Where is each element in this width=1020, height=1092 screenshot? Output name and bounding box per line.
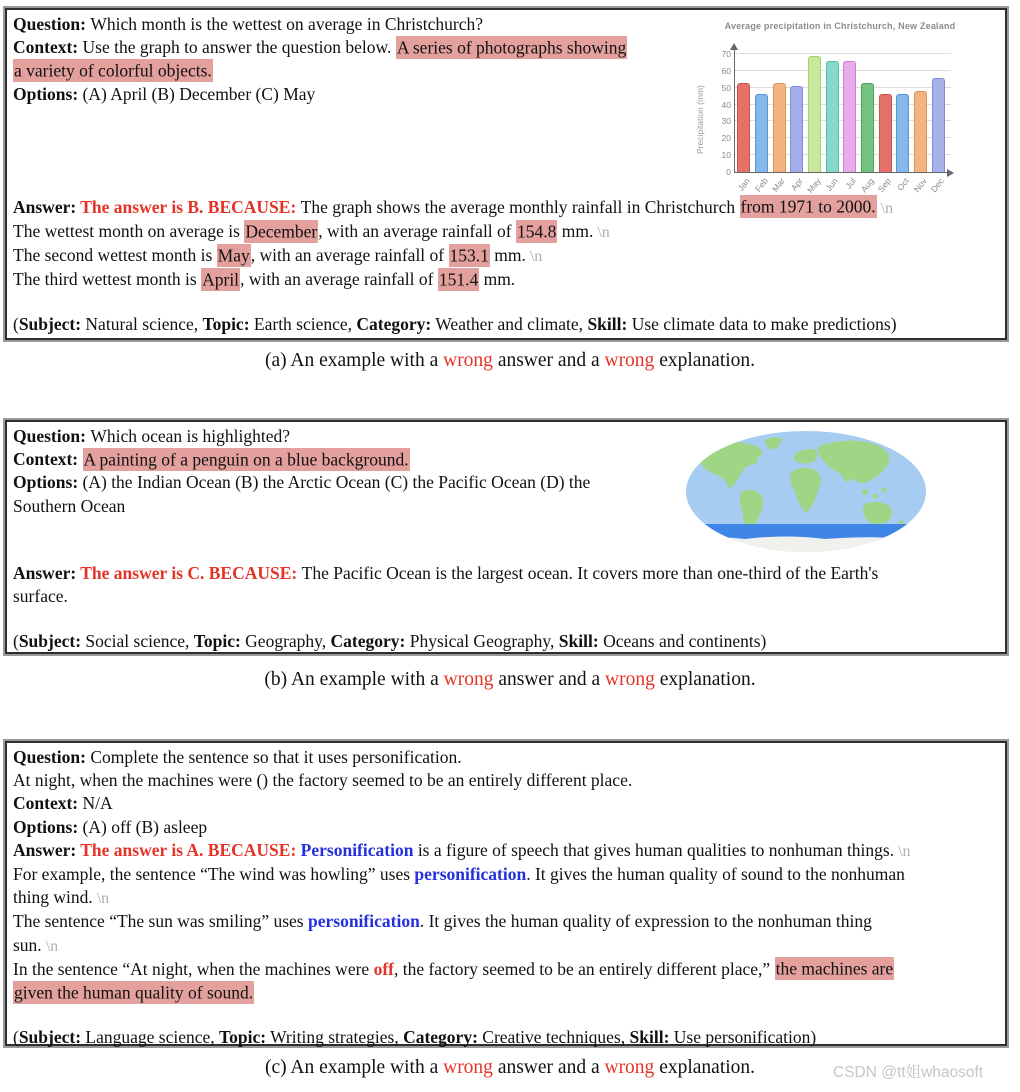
text-segment: the machines are (775, 958, 894, 979)
text-segment: (A) off (B) asleep (82, 816, 208, 837)
text-line (13, 816, 997, 839)
text-segment: 154.8 (517, 221, 557, 242)
text-segment: given the human quality of sound. (14, 982, 254, 1003)
text-segment: Use personification) (669, 1027, 817, 1048)
text-segment: \n (529, 248, 543, 266)
text-segment: Options: (13, 472, 83, 493)
bar-jan (737, 83, 750, 172)
text-segment: A series of photographs showing (396, 37, 627, 58)
text-line (13, 981, 997, 1004)
text-segment: Writing strategies, (266, 1027, 404, 1048)
text-segment: Options: (13, 816, 83, 837)
text-line (13, 863, 997, 886)
text-segment: wrong (443, 669, 494, 690)
y-tick-label: 0 (726, 167, 731, 177)
spacer (13, 106, 23, 196)
chart-title: Average precipitation in Christchurch, New Zealand (724, 21, 956, 31)
text-segment: explanation. (654, 1057, 756, 1078)
y-tick-label: 10 (721, 150, 731, 161)
text-segment: Complete the sentence so that it uses personification. (90, 747, 462, 767)
text-segment: Subject: (18, 631, 82, 652)
text-segment: wrong (604, 350, 655, 371)
text-segment: A painting of a penguin on a blue background. (83, 449, 409, 470)
text-line (13, 769, 997, 792)
text-segment: 153.1 (449, 245, 489, 266)
text-segment: Social science, (81, 631, 194, 652)
example-box-a (5, 8, 1007, 340)
text-segment: Category: (403, 1027, 478, 1048)
text-segment: (A) April (B) December (C) May (82, 83, 316, 104)
text-segment: The third wettest month is (13, 269, 202, 290)
text-segment: Answer: (13, 196, 81, 217)
text-segment: mm. (489, 245, 526, 266)
text-segment: answer and a (493, 669, 606, 690)
text-segment: In the sentence “At night, when the machines were (13, 958, 374, 979)
text-line (13, 630, 997, 653)
text-segment: Skill: (629, 1027, 670, 1048)
bar-jul (843, 61, 856, 172)
x-tick-label: Nov (911, 176, 929, 195)
precipitation-bar-chart (687, 12, 993, 194)
text-segment: off (373, 958, 394, 979)
text-segment: , with an average rainfall of (250, 245, 449, 266)
text-segment: Natural science, (81, 313, 203, 334)
text-segment: Context: (13, 449, 83, 470)
world-map-image (685, 430, 927, 553)
text-segment: The answer is C. BECAUSE: (80, 562, 302, 583)
text-segment: The Pacific Ocean is the largest ocean. It covers more than one-third of the Earth's (301, 562, 879, 583)
text-line (13, 792, 997, 815)
chart-plot (721, 49, 947, 195)
spacer (13, 1004, 23, 1026)
text-segment: Weather and climate, (431, 313, 588, 334)
text-segment: Answer: (13, 839, 81, 860)
x-tick-label: Jun (823, 176, 841, 193)
text-segment: , with an average rainfall of (318, 221, 516, 242)
text-segment: Subject: (18, 313, 82, 334)
y-tick-label: 20 (721, 133, 731, 144)
text-segment: \n (45, 937, 59, 955)
text-segment: Which month is the wettest on average in Christchurch? (90, 14, 483, 34)
text-segment: (b) An example with a (264, 669, 444, 690)
text-line (13, 934, 997, 958)
bar-oct (896, 94, 909, 172)
text-segment: The graph shows the average monthly rainfall in Christchurch (300, 196, 740, 217)
x-tick-label: Mar (770, 176, 788, 194)
text-segment: \n (96, 890, 110, 908)
bar-sep (879, 94, 892, 172)
text-segment: wrong (443, 1057, 493, 1078)
x-tick-label: Feb (752, 176, 770, 194)
text-segment: Question: (13, 426, 91, 446)
text-segment: The answer is B. BECAUSE: (80, 196, 301, 217)
text-segment: Topic: (202, 313, 250, 334)
text-segment: mm. (557, 221, 594, 242)
text-segment: from 1971 to 2000. (740, 196, 876, 217)
text-segment: wrong (605, 669, 655, 690)
text-segment: Skill: (558, 631, 599, 652)
text-segment: N/A (82, 793, 113, 814)
text-line (13, 746, 997, 769)
text-line (13, 244, 997, 268)
text-line (13, 839, 997, 863)
x-tick-label: Apr (788, 176, 805, 193)
csdn-watermark: CSDN @tt姐whaosoft (833, 1064, 984, 1081)
caption-b (0, 669, 1020, 691)
text-segment: answer and a (492, 350, 605, 371)
text-segment: . It gives the human quality of expression to the nonhuman thing (419, 911, 872, 932)
text-segment: The second wettest month is (13, 245, 217, 266)
text-segment: Personification (300, 839, 414, 860)
text-segment: Language science, (81, 1027, 220, 1048)
text-segment: surface. (13, 586, 68, 607)
text-segment: ( (13, 1027, 19, 1048)
text-segment: answer and a (492, 1057, 605, 1078)
y-tick-label: 60 (721, 65, 731, 76)
text-segment: , with an average rainfall of (240, 269, 438, 290)
text-segment: is a figure of speech that gives human qualities to nonhuman things. (413, 839, 895, 860)
gridline (735, 53, 951, 54)
text-segment: Which ocean is highlighted? (90, 426, 291, 446)
text-segment: wrong (443, 350, 493, 371)
text-segment: sun. (13, 934, 42, 955)
x-tick-label: Oct (894, 176, 911, 193)
bar-jun (826, 61, 839, 172)
spacer (13, 518, 23, 562)
text-segment: Oceans and continents) (598, 631, 767, 652)
text-segment: \n (597, 224, 610, 242)
map-island-1 (862, 489, 868, 495)
text-segment: , the factory seemed to be an entirely different place,” (393, 958, 775, 979)
text-segment: April (202, 269, 240, 290)
x-tick-label: Jul (843, 176, 858, 191)
text-segment: Use climate data to make predictions) (627, 313, 897, 334)
text-segment: wrong (604, 1057, 655, 1078)
example-box-b (5, 420, 1007, 654)
x-tick-label: Dec (928, 176, 947, 195)
text-line (13, 220, 997, 244)
map-island-2 (873, 494, 878, 499)
text-segment: (c) An example with a (264, 1057, 444, 1078)
text-segment: At night, when the machines were () the factory seemed to be an entirely different place. (13, 770, 633, 791)
text-segment: Options: (13, 83, 83, 104)
map-island-3 (882, 488, 887, 493)
text-segment: Skill: (587, 313, 628, 334)
text-line (13, 313, 997, 336)
text-segment: personification (414, 864, 527, 885)
text-segment: May (217, 245, 250, 266)
text-segment: The wettest month on average is (13, 221, 245, 242)
text-segment: Physical Geography, (405, 631, 559, 652)
text-line (13, 958, 997, 981)
bar-dec (932, 78, 945, 172)
y-tick-label: 40 (721, 99, 731, 110)
text-segment: ( (13, 313, 19, 334)
bar-nov (914, 91, 927, 172)
text-segment: For example, the sentence “The wind was howling” uses (13, 864, 415, 885)
text-segment: Geography, (240, 631, 331, 652)
text-segment: Use the graph to answer the question below. (82, 37, 396, 58)
text-segment: explanation. (654, 350, 756, 371)
y-tick-label: 70 (721, 49, 731, 59)
example-c-text (13, 746, 997, 1049)
spacer (13, 608, 23, 630)
text-segment: The sentence “The sun was smiling” uses (13, 911, 308, 932)
text-segment: The answer is A. BECAUSE: (80, 839, 301, 860)
text-segment: personification (308, 911, 420, 932)
text-segment: Earth science, (249, 313, 357, 334)
bar-mar (773, 83, 786, 172)
text-segment: . It gives the human quality of sound to the nonhuman (526, 864, 905, 885)
x-tick-label: Jan (735, 176, 752, 193)
example-box-c (5, 741, 1007, 1046)
text-segment: Context: (13, 793, 83, 814)
text-segment: Topic: (193, 631, 241, 652)
bar-aug (861, 83, 874, 172)
bar-apr (790, 86, 803, 172)
bar-feb (755, 94, 768, 172)
text-line (13, 196, 997, 220)
caption-a (0, 350, 1020, 372)
text-segment: Category: (330, 631, 406, 652)
text-line (13, 562, 997, 585)
y-tick-label: 30 (721, 116, 731, 127)
x-tick-label: Aug (858, 176, 876, 195)
map-antarctica (685, 537, 927, 554)
text-segment: ( (13, 631, 19, 652)
x-axis-arrow-icon (947, 169, 954, 177)
text-segment: Creative techniques, (477, 1027, 630, 1048)
text-segment: thing wind. (13, 887, 93, 908)
text-line (13, 1026, 997, 1049)
text-line (13, 910, 997, 933)
text-segment: explanation. (654, 669, 756, 690)
text-segment: (A) the Indian Ocean (B) the Arctic Ocean (C) the Pacific Ocean (D) the (82, 472, 591, 493)
text-line (13, 585, 997, 608)
text-segment: \n (880, 199, 894, 217)
text-segment: Subject: (18, 1027, 82, 1048)
x-tick-label: Sep (875, 176, 894, 195)
y-tick-label: 50 (721, 82, 731, 93)
text-segment: Category: (356, 313, 432, 334)
y-axis-arrow-icon (730, 43, 738, 50)
text-segment: December (245, 221, 318, 242)
text-line (13, 268, 997, 291)
text-segment: mm. (479, 269, 516, 290)
text-segment: (a) An example with a (264, 350, 444, 371)
bar-may (808, 56, 821, 172)
text-segment: 151.4 (438, 269, 479, 290)
text-segment: Question: (13, 14, 91, 34)
text-segment: a variety of colorful objects. (14, 60, 212, 81)
text-segment: Context: (13, 37, 83, 58)
text-segment: Question: (13, 747, 91, 767)
x-tick-label: May (804, 176, 823, 195)
text-segment: \n (898, 842, 911, 860)
chart-y-axis-label: Precipitation (mm) (695, 85, 705, 154)
text-segment: Answer: (13, 562, 81, 583)
text-line (13, 886, 997, 910)
text-segment: Topic: (219, 1027, 267, 1048)
text-segment: Southern Ocean (13, 495, 126, 516)
spacer (13, 292, 23, 313)
